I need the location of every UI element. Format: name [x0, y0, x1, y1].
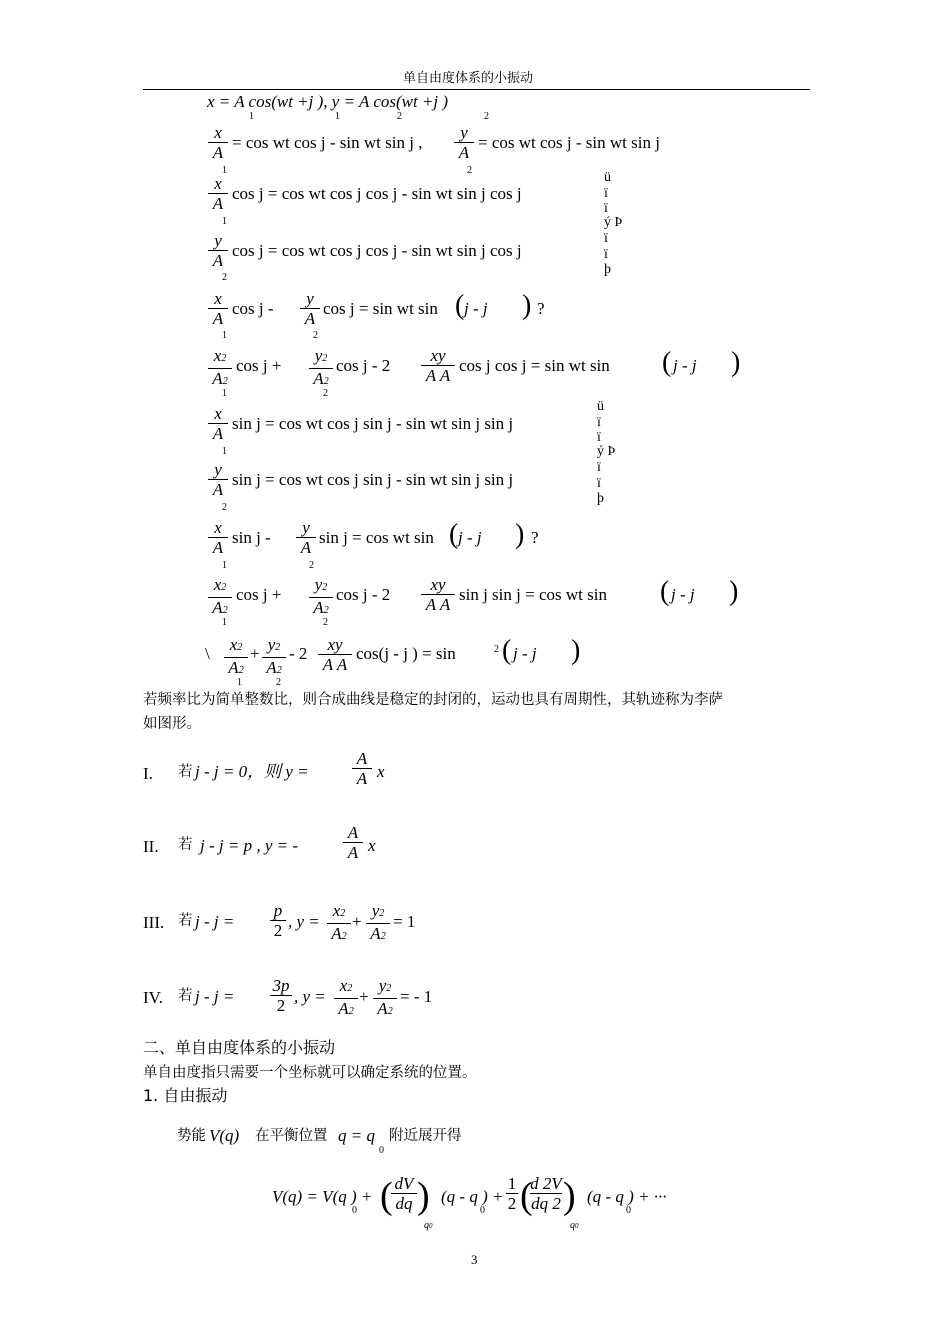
fraction-y2-over-a2-2: y2 A2 — [262, 636, 286, 679]
fraction-dv-dq: dV dq — [391, 1175, 417, 1212]
brace-glyph: ü — [604, 170, 611, 185]
equation-line-5a: cos j - — [232, 299, 274, 318]
case-equation: j - j = — [195, 912, 235, 931]
equation-line-4: cos j = cos wt cos j cos j - sin wt sin j cos j — [232, 241, 522, 260]
fraction-a2-over-a1: A A — [343, 824, 363, 861]
case-label: III. — [143, 913, 165, 932]
subscript: 0 — [626, 1205, 631, 1216]
subscript: 1 — [222, 216, 227, 227]
case-result: = - 1 — [400, 987, 433, 1006]
subscript: 1 — [237, 677, 242, 688]
equation-line-10c: sin j sin j = cos wt sin — [459, 585, 607, 604]
equation-line-6b: cos j - 2 — [336, 356, 391, 375]
fraction-y-over-a2: y A — [454, 124, 474, 161]
case-label: II. — [143, 837, 159, 856]
subscript: 2 — [222, 502, 227, 513]
fraction-one-half: 1 2 — [507, 1174, 517, 1213]
paren-open: ( — [660, 576, 670, 607]
case-text: 若 — [178, 837, 193, 853]
equation-line-6c: cos j cos j = sin wt sin — [459, 356, 610, 375]
fraction-y2-over-a2-2: y2 A2 — [373, 977, 397, 1020]
brace-glyph: ï — [604, 201, 608, 216]
header-rule — [143, 89, 810, 90]
equation-line-6a: cos j + — [236, 356, 282, 375]
equation-line-10a: cos j + — [236, 585, 282, 604]
subscript: 1 — [222, 388, 227, 399]
equation-line-2b: = cos wt cos j - sin wt sin j — [478, 133, 660, 152]
equation-line-5c: j - j — [464, 299, 488, 318]
subscript: 2 — [313, 330, 318, 341]
subscript: 1 — [335, 111, 340, 122]
paren-close: ) — [729, 576, 739, 607]
body-text: 势能 — [177, 1128, 206, 1144]
subscript-q0: q0 — [570, 1220, 579, 1231]
equation-line-10b: cos j - 2 — [336, 585, 391, 604]
subscript: 0 — [480, 1205, 485, 1216]
fraction-xy-over-a1a2: xy A A — [421, 576, 455, 613]
case-result: = 1 — [393, 912, 416, 931]
case-label: IV. — [143, 988, 163, 1007]
paragraph-line: 如图形。 — [143, 716, 201, 732]
case-text: 若 — [178, 988, 193, 1004]
section-title: 二、单自由度体系的小振动 — [143, 1038, 336, 1057]
subscript: 2 — [323, 388, 328, 399]
section-description: 单自由度指只需要一个坐标就可以确定系统的位置。 — [143, 1065, 477, 1081]
brace-glyph: ï — [604, 186, 608, 201]
case-text: 若 — [178, 764, 193, 780]
plus-sign: + — [352, 912, 362, 931]
fraction-x2-over-a1-2: x2 A2 — [334, 977, 358, 1020]
taylor-lhs: V(q) = V(q ) + — [272, 1187, 373, 1206]
equation-line-2a: = cos wt cos j - sin wt sin j , — [232, 133, 423, 152]
case-equation-y: , y = — [294, 987, 326, 1006]
paragraph-line: 若频率比为简单整数比，则合成曲线是稳定的封闭的，运动也具有周期性，其轨迹称为李萨 — [143, 692, 723, 708]
fraction-x-over-a1: x A — [208, 405, 228, 442]
paren-close: ) — [731, 347, 741, 378]
subscript: 1 — [222, 330, 227, 341]
subscript: 2 — [467, 165, 472, 176]
subscript: 1 — [222, 560, 227, 571]
paren-close: ) — [522, 290, 532, 321]
subscript: 2 — [309, 560, 314, 571]
fraction-p-over-2: p 2 — [270, 902, 286, 939]
case-text: 若 — [178, 913, 193, 929]
paren-open: ( — [380, 1175, 393, 1217]
equation-line-11b: - 2 — [289, 644, 308, 663]
subscript: 0 — [352, 1205, 357, 1216]
variable-x: x — [368, 836, 376, 855]
equation-line-9a: sin j - — [232, 528, 271, 547]
brace-glyph: ï — [597, 430, 601, 445]
fraction-y-over-a2: y A — [208, 232, 228, 269]
paren-close: ) — [417, 1175, 430, 1217]
fraction-x-over-a1: x A — [208, 124, 228, 161]
subscript: 1 — [222, 446, 227, 457]
subscript: 2 — [484, 111, 489, 122]
fraction-y-over-a2: y A — [300, 290, 320, 327]
subscript: 1 — [249, 111, 254, 122]
brace-glyph: þ — [604, 262, 611, 277]
brace-glyph: ï — [597, 476, 601, 491]
fraction-y2-over-a2-2: y2 A2 — [366, 902, 390, 945]
case-equation: j - j = 0，则 y = — [195, 762, 309, 781]
question-mark: ? — [537, 299, 545, 318]
brace-glyph: þ — [597, 491, 604, 506]
question-mark: ? — [531, 528, 539, 547]
fraction-y-over-a2: y A — [208, 461, 228, 498]
fraction-y2-over-a2-2: y2 A2 — [309, 347, 333, 390]
fraction-y-over-a2: y A — [296, 519, 316, 556]
fraction-x-over-a1: x A — [208, 290, 228, 327]
equilibrium-symbol: q = q — [338, 1126, 375, 1145]
potential-symbol: V(q) — [209, 1126, 240, 1145]
subsection-title: 1. 自由振动 — [143, 1086, 228, 1105]
taylor-mid: (q - q ) + — [441, 1187, 504, 1206]
superscript: 2 — [494, 644, 499, 655]
paren-open: ( — [520, 1175, 533, 1217]
equation-line-10d: j - j — [671, 585, 695, 604]
subscript: 2 — [397, 111, 402, 122]
page-number: 3 — [471, 1252, 478, 1267]
case-equation: j - j = — [195, 987, 235, 1006]
brace-glyph: ü — [597, 399, 604, 414]
body-text: 附近展开得 — [389, 1128, 462, 1144]
fraction-x2-over-a1-2: x2 A2 — [327, 902, 351, 945]
brace-glyph: ï — [597, 415, 601, 430]
equation-line-6d: j - j — [673, 356, 697, 375]
paren-open: ( — [502, 635, 512, 666]
paren-close: ) — [515, 519, 525, 550]
equation-line-11a: + — [250, 644, 260, 663]
equation-line-5b: cos j = sin wt sin — [323, 299, 438, 318]
subscript: 0 — [379, 1145, 384, 1156]
fraction-x-over-a1: x A — [208, 519, 228, 556]
paren-open: ( — [449, 519, 459, 550]
running-header: 单自由度体系的小振动 — [403, 71, 534, 86]
paren-close: ) — [563, 1175, 576, 1217]
case-equation-y: , y = — [288, 912, 320, 931]
equation-line-11d: j - j — [513, 644, 537, 663]
brace-glyph: ï — [604, 247, 608, 262]
fraction-d2v-dq2: d 2V dq 2 — [530, 1174, 562, 1213]
equation-line-9b: sin j = cos wt sin — [319, 528, 434, 547]
subscript: 2 — [276, 677, 281, 688]
fraction-x2-over-a1-2: x2 A2 — [224, 636, 248, 679]
subscript: 1 — [222, 165, 227, 176]
brace-glyph: ý Þ — [604, 215, 623, 230]
subscript: 1 — [222, 617, 227, 628]
fraction-x2-over-a1-2: x2 A2 — [208, 576, 232, 619]
equation-line-8: sin j = cos wt cos j sin j - sin wt sin j sin j — [232, 470, 514, 489]
case-label: I. — [143, 764, 153, 783]
fraction-y2-over-a2-2: y2 A2 — [309, 576, 333, 619]
fraction-xy-over-a1a2: xy A A — [421, 347, 455, 384]
equation-line-7: sin j = cos wt cos j sin j - sin wt sin j sin j — [232, 414, 514, 433]
paren-close: ) — [571, 635, 581, 666]
fraction-x2-over-a1-2: x2 A2 — [208, 347, 232, 390]
equation-line-1: x = A cos(wt +j ), y = A cos(wt +j ) — [207, 92, 449, 111]
fraction-a2-over-a1: A A — [352, 750, 372, 787]
equation-line-3: cos j = cos wt cos j cos j - sin wt sin j cos j — [232, 184, 522, 203]
subscript-q0: q0 — [424, 1220, 433, 1231]
subscript: 2 — [323, 617, 328, 628]
brace-glyph: ý Þ — [597, 444, 616, 459]
equation-line-11c: cos(j - j ) = sin — [356, 644, 456, 663]
variable-x: x — [377, 762, 385, 781]
taylor-end: (q - q ) + ··· — [587, 1187, 667, 1206]
case-equation: j - j = p , y = - — [200, 836, 299, 855]
fraction-x-over-a1: x A — [208, 175, 228, 212]
fraction-3p-over-2: 3p 2 — [270, 977, 292, 1014]
brace-glyph: ï — [597, 460, 601, 475]
fraction-xy-over-a1a2: xy A A — [318, 636, 352, 673]
therefore-symbol: \ — [205, 644, 210, 663]
body-text: 在平衡位置 — [255, 1128, 328, 1144]
subscript: 2 — [222, 272, 227, 283]
plus-sign: + — [359, 987, 369, 1006]
brace-glyph: ï — [604, 231, 608, 246]
equation-line-9c: j - j — [458, 528, 482, 547]
paren-open: ( — [662, 347, 672, 378]
paren-open: ( — [455, 290, 465, 321]
